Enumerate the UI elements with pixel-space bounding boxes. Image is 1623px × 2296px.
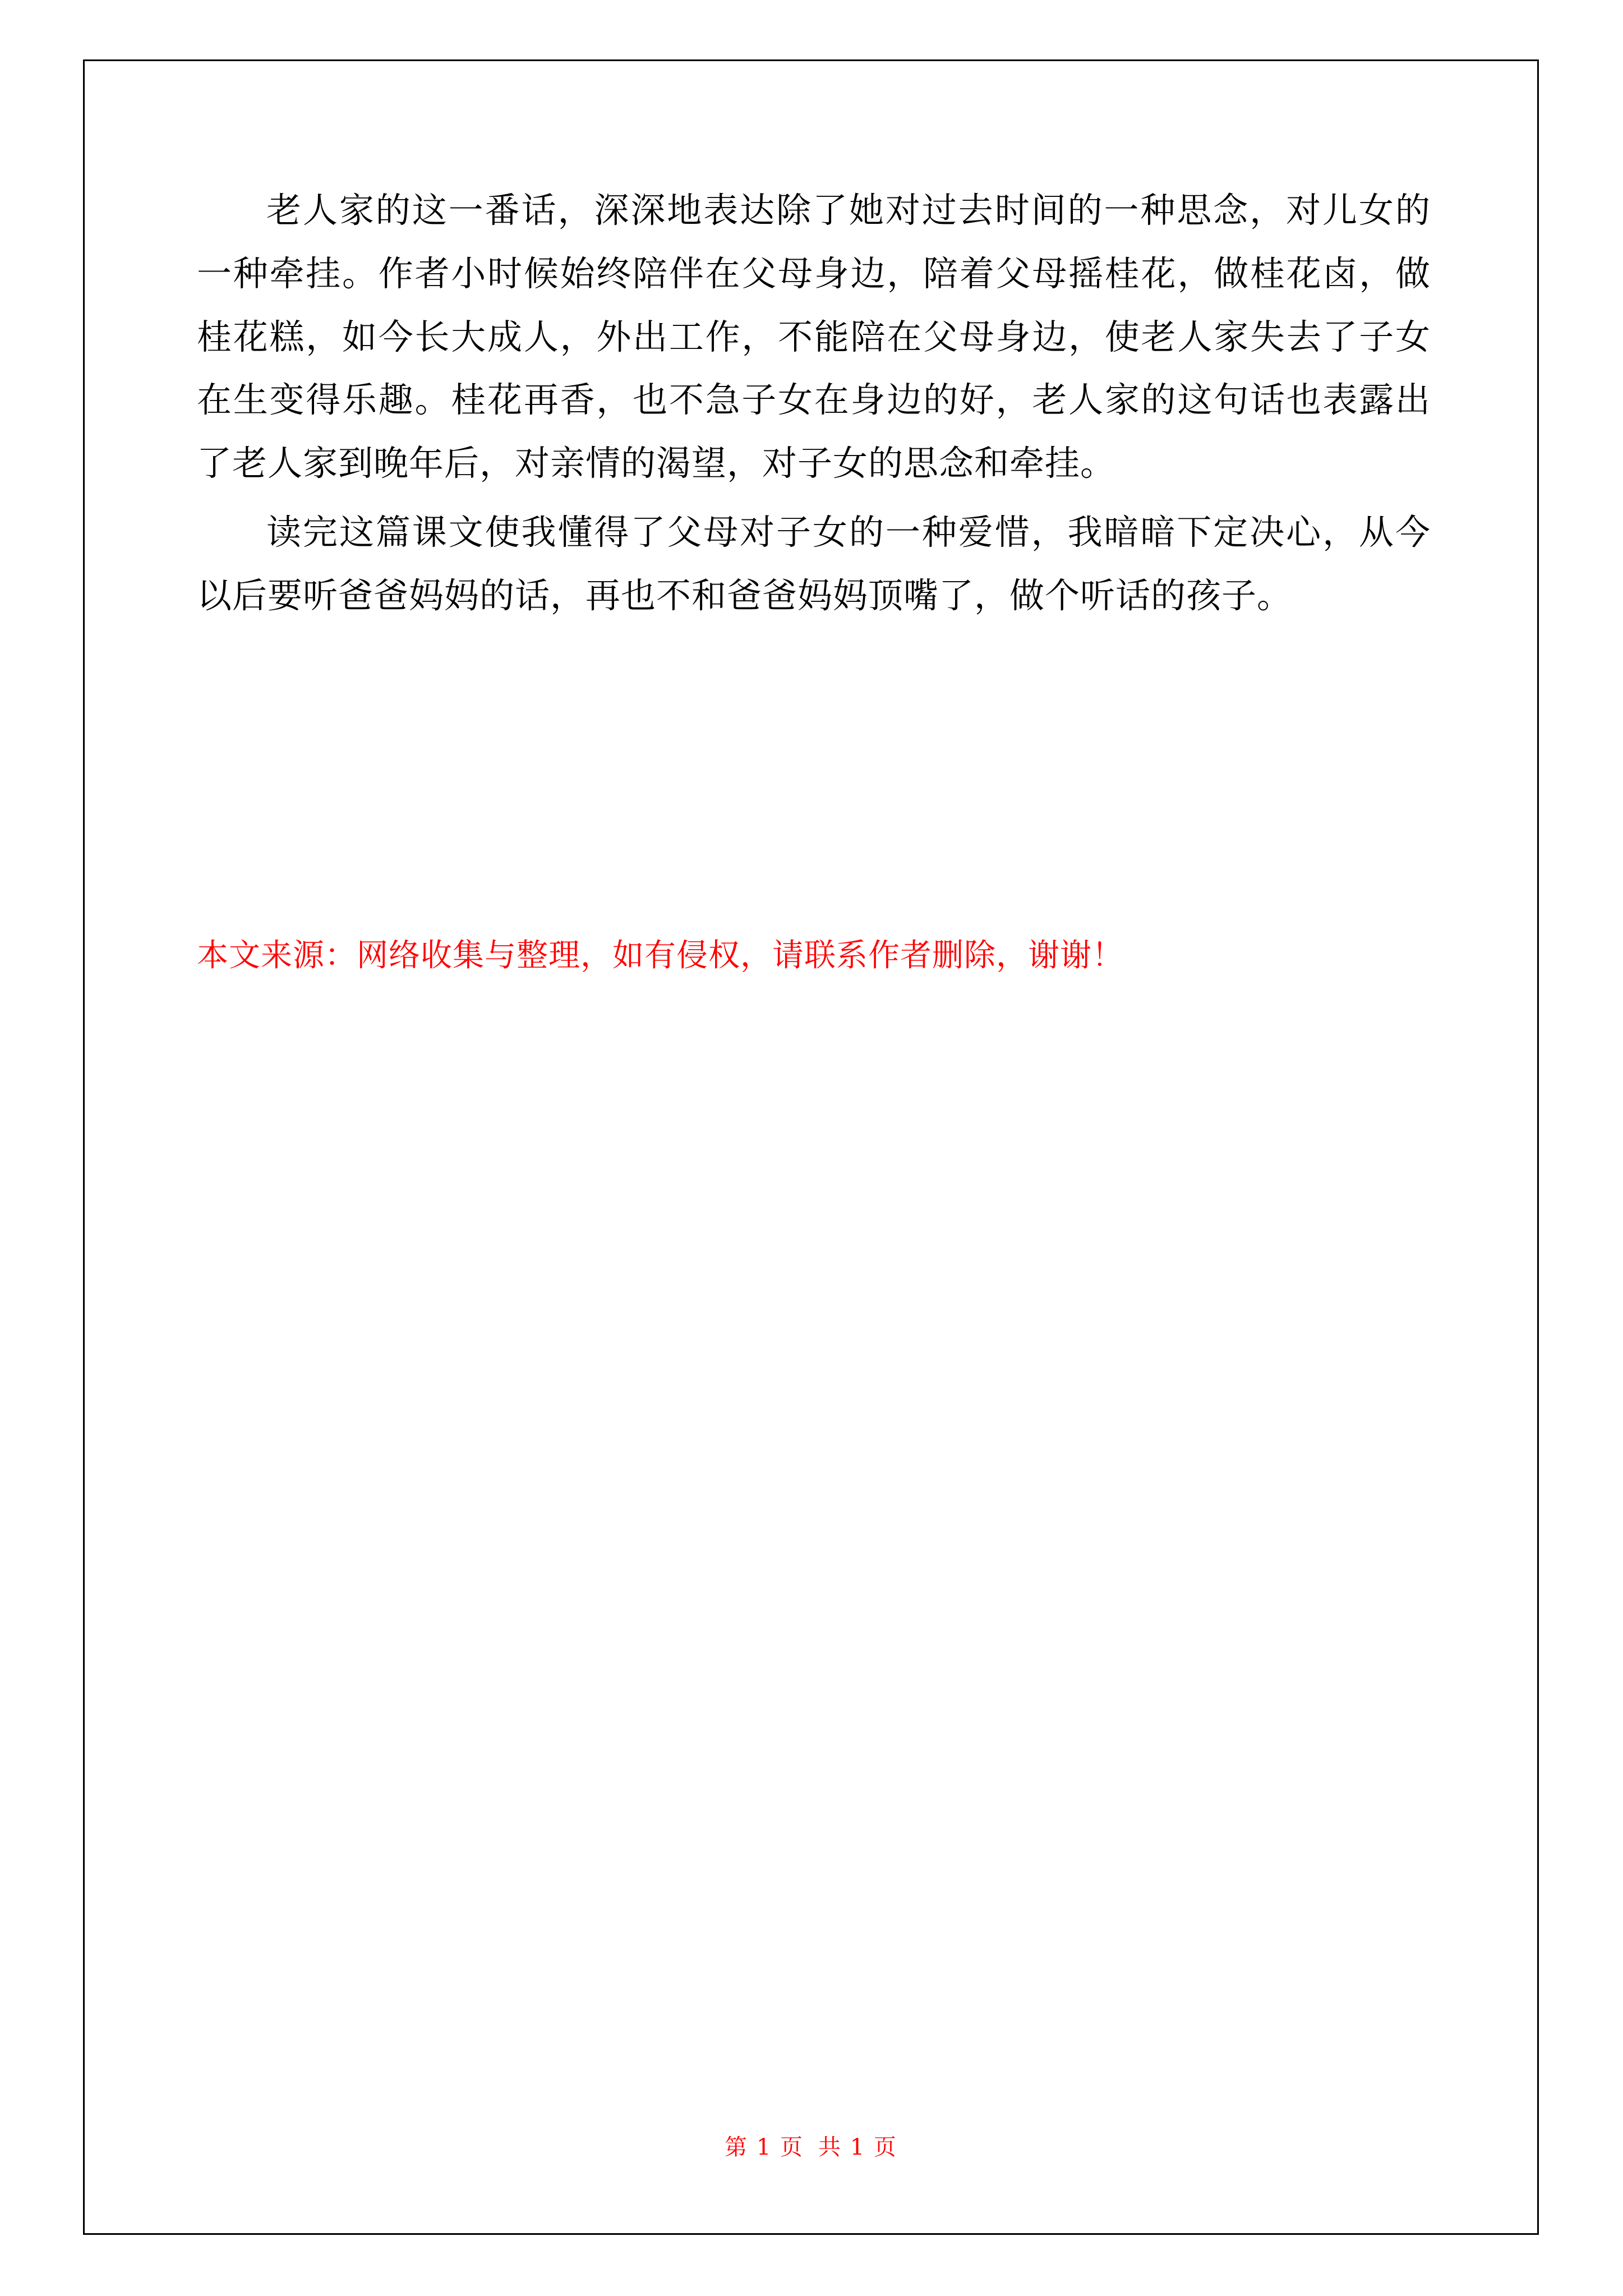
paragraph-2: 读完这篇课文使我懂得了父母对子女的一种爱惜，我暗暗下定决心，从今以后要听爸爸妈妈的话，再也不和爸爸妈妈顶嘴了，做个听话的孩子。 bbox=[197, 512, 1431, 616]
document-page bbox=[83, 59, 1539, 2235]
footer-current-page: 第 1 页 bbox=[725, 2134, 804, 2160]
page-footer bbox=[85, 2129, 1537, 2161]
footer-total-pages: 共 1 页 bbox=[818, 2134, 897, 2160]
paragraph-1: 老人家的这一番话，深深地表达除了她对过去时间的一种思念，对儿女的一种牵挂。作者小时候始终陪伴在父母身边，陪着父母摇桂花，做桂花卤，做桂花糕，如今长大成人，外出工作，不能陪在父母身边，使老人家失去了子女在生变得乐趣。桂花再香，也不急子女在身边的好，老人家的这句话也表露出了老人家到晚年后，对亲情的渴望，对子女的思念和牵挂。 bbox=[197, 190, 1431, 484]
document-body bbox=[197, 179, 1431, 974]
source-note: 本文来源：网络收集与整理，如有侵权，请联系作者删除，谢谢！ bbox=[197, 937, 1124, 974]
